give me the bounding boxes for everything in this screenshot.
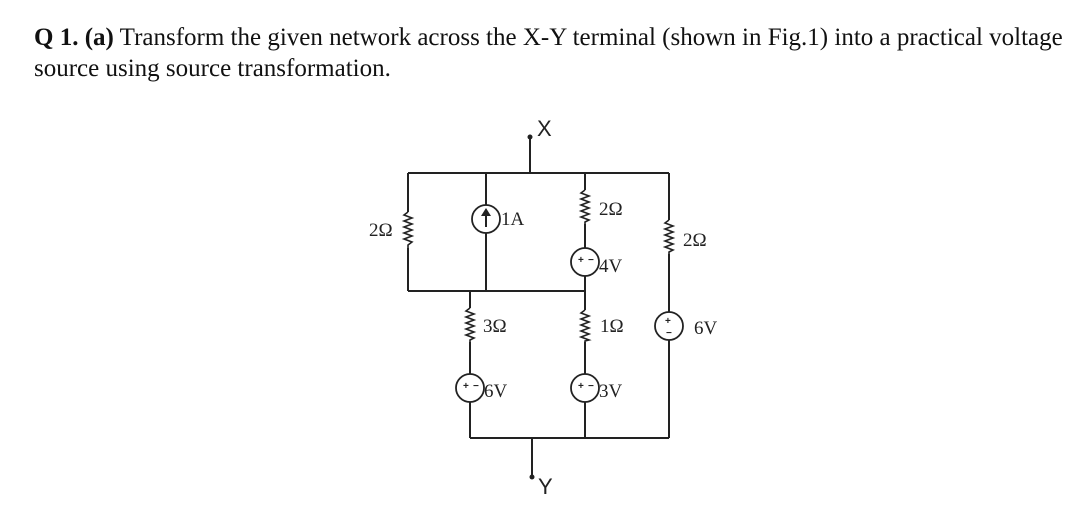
voltage-source-3v-label: 3V bbox=[599, 381, 623, 402]
terminal-y-dot bbox=[530, 475, 535, 480]
voltage-source-6v-right bbox=[655, 312, 683, 340]
current-source-1a bbox=[472, 205, 500, 233]
resistor-right-label: 2Ω bbox=[683, 230, 707, 251]
resistor-mid-top bbox=[581, 190, 589, 224]
resistor-left-label: 2Ω bbox=[369, 220, 393, 241]
svg-text:+: + bbox=[578, 381, 584, 392]
voltage-source-6v-left bbox=[456, 374, 484, 402]
terminal-x-dot bbox=[528, 135, 533, 140]
voltage-source-6v-left-label: 6V bbox=[484, 381, 508, 402]
svg-text:−: − bbox=[588, 255, 594, 266]
resistor-mid-top-label: 2Ω bbox=[599, 199, 623, 220]
svg-text:−: − bbox=[588, 381, 594, 392]
resistor-left bbox=[404, 212, 412, 248]
resistor-lower-left bbox=[466, 308, 474, 342]
terminal-y-label: Y bbox=[538, 474, 553, 499]
terminal-x-label: X bbox=[537, 116, 552, 141]
voltage-source-4v-label: 4V bbox=[599, 256, 623, 277]
resistor-lower-left-label: 3Ω bbox=[483, 316, 507, 337]
current-source-label: 1A bbox=[501, 209, 525, 230]
svg-text:+: + bbox=[578, 255, 584, 266]
svg-text:−: − bbox=[666, 328, 672, 339]
svg-text:−: − bbox=[473, 381, 479, 392]
resistor-right bbox=[665, 220, 673, 254]
question-part: (a) bbox=[84, 24, 114, 51]
svg-text:+: + bbox=[463, 381, 469, 392]
resistor-lower-mid bbox=[581, 310, 589, 342]
circuit-wires bbox=[408, 137, 669, 476]
voltage-source-6v-right-label: 6V bbox=[694, 318, 718, 339]
resistor-lower-mid-label: 1Ω bbox=[600, 316, 624, 337]
question-body: Transform the given network across the X-Y terminal (shown in Fig.1) into a practical voltage source using source transformation. bbox=[34, 24, 1063, 82]
question-number: Q 1. bbox=[34, 24, 79, 51]
voltage-source-4v bbox=[571, 248, 599, 276]
svg-text:+: + bbox=[665, 316, 671, 327]
voltage-source-3v bbox=[571, 374, 599, 402]
